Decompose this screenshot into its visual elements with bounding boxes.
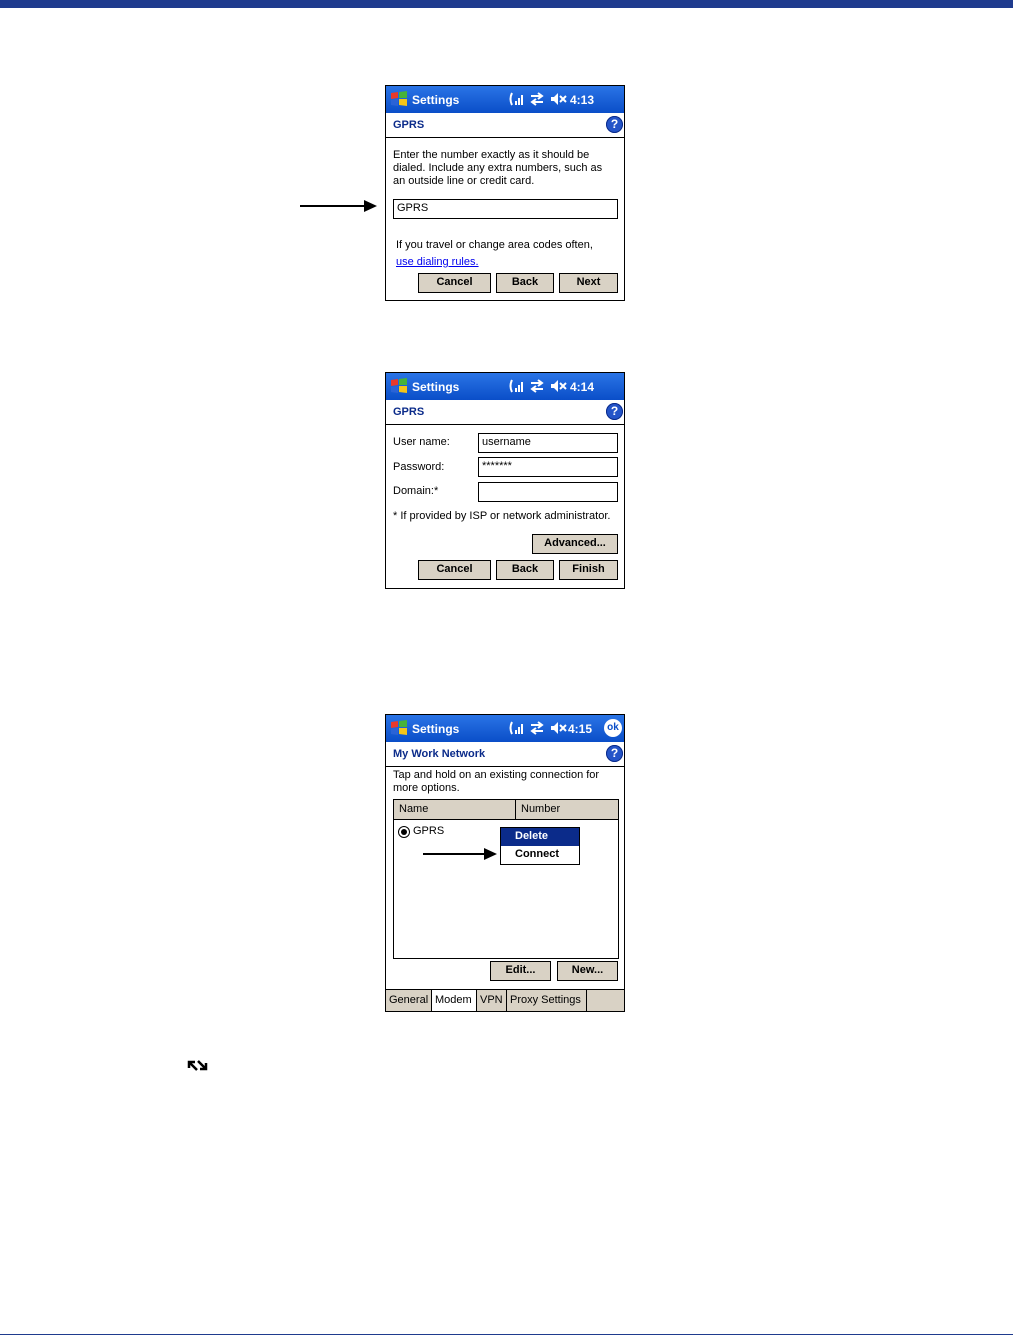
clock[interactable]: 4:13 [570, 93, 595, 107]
app-title: Settings [412, 93, 460, 107]
arrow-right-icon [300, 199, 378, 213]
edit-button[interactable]: Edit... [490, 961, 551, 981]
screen-credentials [385, 372, 625, 589]
username-input[interactable]: username [478, 433, 618, 453]
help-icon[interactable]: ? [606, 403, 623, 420]
signal-icon[interactable] [508, 378, 524, 394]
ok-button[interactable]: ok [604, 719, 622, 737]
tab-proxy-settings[interactable]: Proxy Settings [507, 990, 587, 1011]
new-button[interactable]: New... [557, 961, 618, 981]
page-header [386, 742, 624, 767]
page-title: My Work Network [393, 748, 486, 760]
page-header [386, 400, 624, 425]
speaker-mute-icon[interactable] [550, 91, 568, 107]
back-button[interactable]: Back [496, 560, 554, 580]
column-header-name[interactable]: Name [394, 800, 516, 820]
tab-vpn[interactable]: VPN [477, 990, 507, 1011]
next-button[interactable]: Next [559, 273, 618, 293]
domain-label: Domain:* [393, 485, 439, 497]
windows-logo-icon[interactable] [389, 376, 409, 396]
page-title: GPRS [393, 406, 425, 418]
cancel-button[interactable]: Cancel [418, 273, 491, 293]
title-bar [386, 86, 624, 113]
windows-logo-icon[interactable] [389, 718, 409, 738]
dialing-rules-link[interactable]: use dialing rules. [396, 256, 479, 268]
username-label: User name: [393, 436, 450, 448]
password-label: Password: [393, 461, 445, 473]
help-icon[interactable]: ? [606, 116, 623, 133]
clock[interactable]: 4:14 [570, 380, 595, 394]
page-header [386, 113, 624, 138]
page-title: GPRS [393, 119, 425, 131]
menu-item-connect[interactable]: Connect [515, 848, 559, 860]
instructions: Enter the number exactly as it should be dialed. Include any extra numbers, such as an outside line or credit card. [393, 149, 603, 187]
list-item[interactable] [398, 824, 498, 840]
instructions: Tap and hold on an existing connection for more options. [393, 769, 600, 794]
tab-modem[interactable]: Modem [432, 990, 477, 1011]
title-bar [386, 715, 624, 742]
page-top-rule [0, 0, 1013, 8]
page-bottom-rule [0, 1334, 1013, 1335]
tab-bar [386, 989, 624, 1011]
tab-general[interactable]: General [386, 990, 432, 1011]
menu-item-delete[interactable]: Delete [501, 828, 579, 846]
travel-note: If you travel or change area codes often, [396, 239, 593, 251]
cancel-button[interactable]: Cancel [418, 560, 491, 580]
app-title: Settings [412, 380, 460, 394]
context-menu [500, 827, 580, 865]
radio-selected-icon[interactable] [398, 826, 410, 838]
domain-input[interactable] [478, 482, 618, 502]
speaker-mute-icon[interactable] [550, 720, 568, 736]
signal-icon[interactable] [508, 720, 524, 736]
connection-arrows-icon [187, 1056, 209, 1076]
finish-button[interactable]: Finish [559, 560, 618, 580]
phone-number-input[interactable]: GPRS [393, 199, 618, 219]
domain-footnote: * If provided by ISP or network administrator. [393, 510, 611, 522]
back-button[interactable]: Back [496, 273, 554, 293]
app-title: Settings [412, 722, 460, 736]
connection-arrows-icon[interactable] [529, 378, 545, 394]
arrow-right-icon [423, 847, 498, 861]
connection-arrows-icon[interactable] [529, 720, 545, 736]
password-input[interactable]: ******* [478, 457, 618, 477]
signal-icon[interactable] [508, 91, 524, 107]
column-header-number[interactable]: Number [516, 800, 618, 820]
windows-logo-icon[interactable] [389, 89, 409, 109]
clock[interactable]: 4:15 [568, 722, 593, 736]
connection-name: GPRS [413, 825, 445, 837]
help-icon[interactable]: ? [606, 745, 623, 762]
connection-arrows-icon[interactable] [529, 91, 545, 107]
screen-network-list [385, 714, 625, 1012]
title-bar [386, 373, 624, 400]
speaker-mute-icon[interactable] [550, 378, 568, 394]
connection-list[interactable] [393, 799, 619, 959]
screen-phone-number [385, 85, 625, 301]
advanced-button[interactable]: Advanced... [532, 534, 618, 554]
